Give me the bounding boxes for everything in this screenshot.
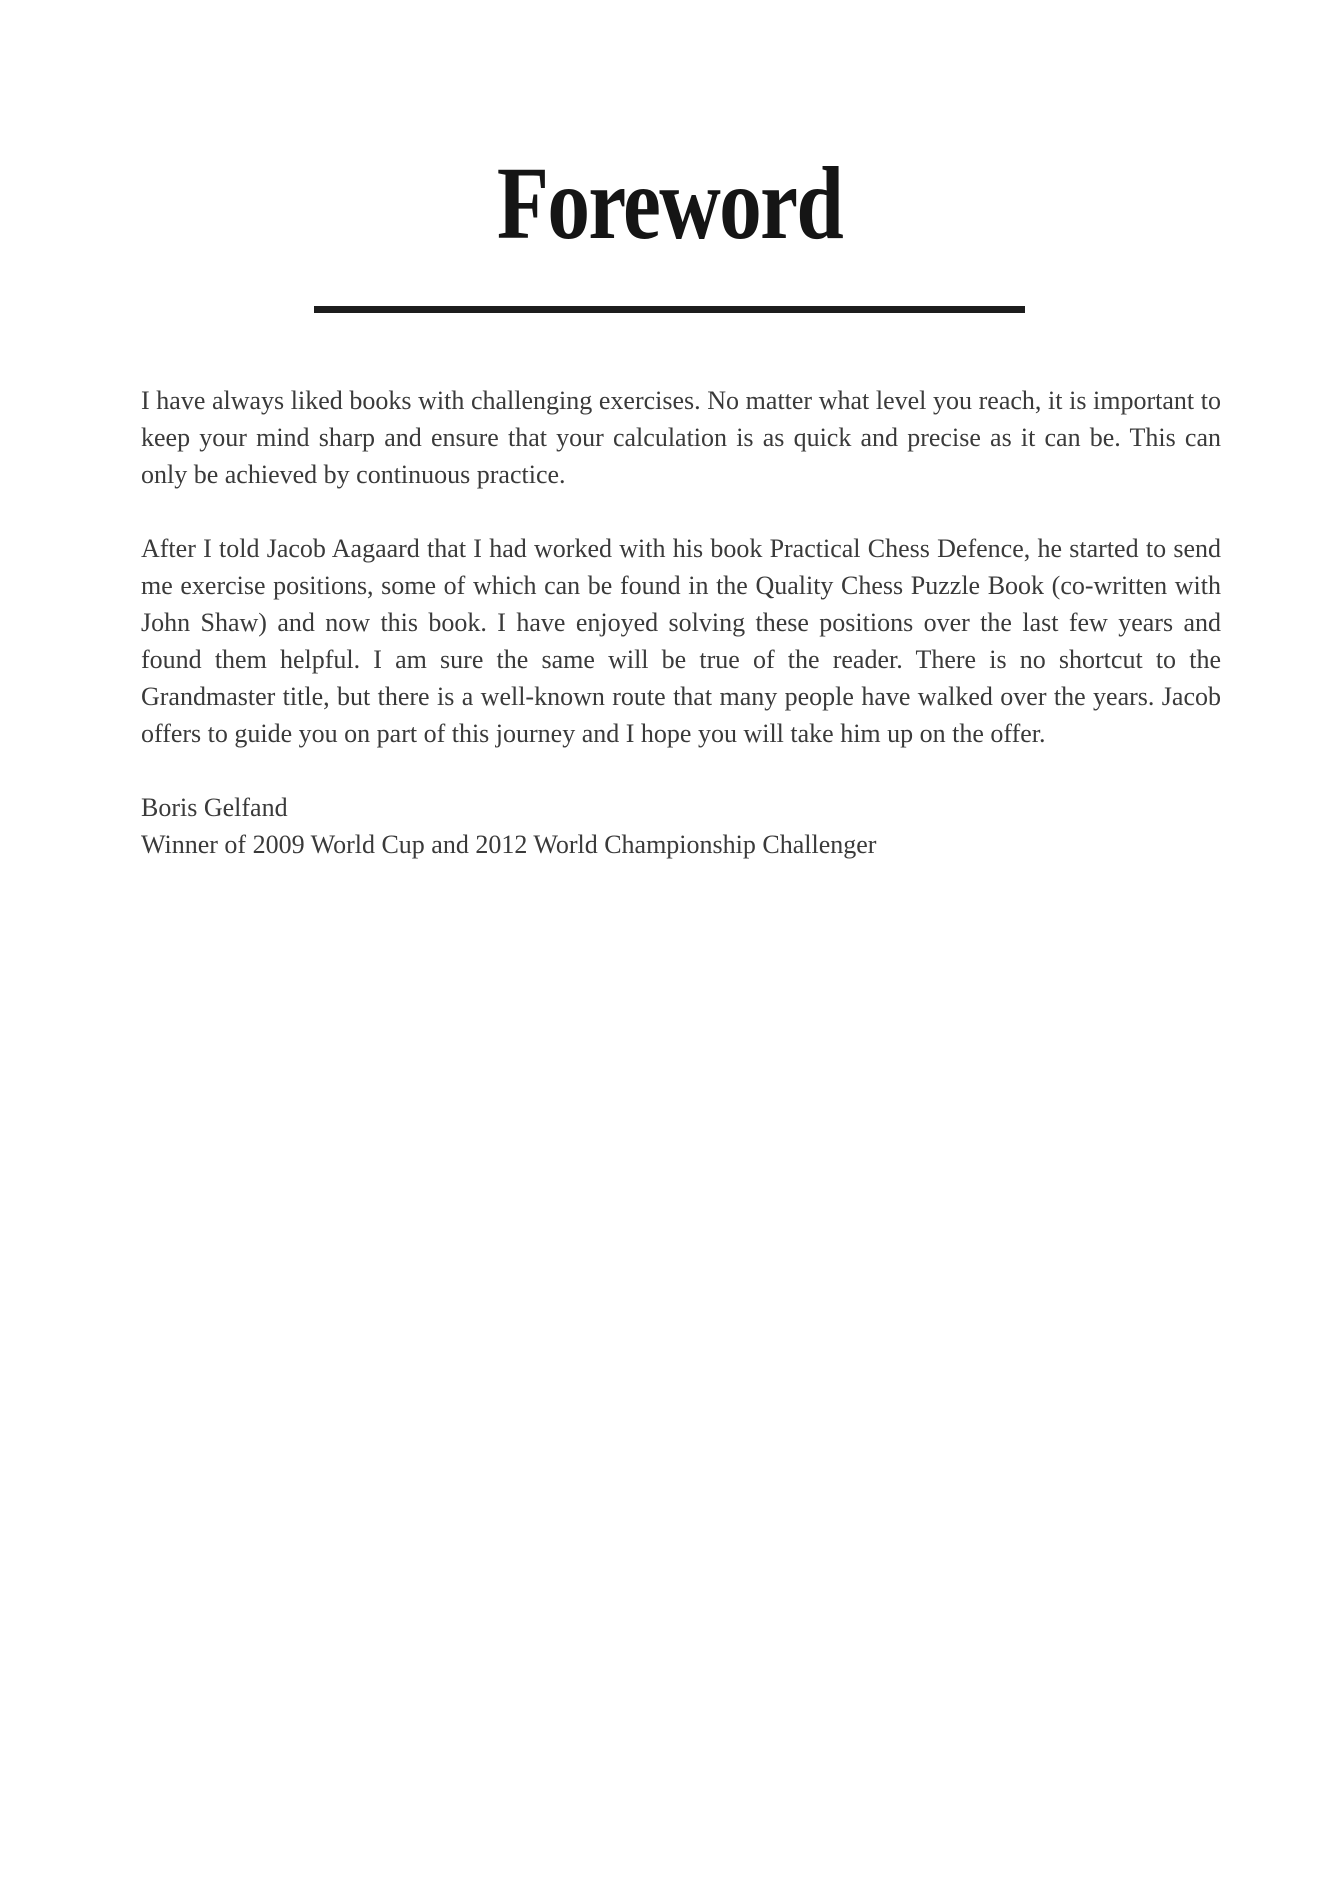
foreword-paragraph-1: I have always liked books with challenging exercises. No matter what level you reach, it is important to keep your mind sharp and ensure that your calculation is as quick and precise as it can be. This can only be achieved by continuous practice. <box>141 386 1221 489</box>
page-title-text: Foreword <box>496 146 843 261</box>
signature-name: Boris Gelfand <box>141 793 288 822</box>
signature-block <box>141 789 1221 863</box>
foreword-paragraph-2: After I told Jacob Aagaard that I had worked with his book Practical Chess Defence, he started to send me exercise positions, some of which can be found in the Quality Chess Puzzle Book (co-written with John Shaw) and now this book. I have enjoyed solving these positions over the last few years and found them helpful. I am sure the same will be true of the reader. There is no shortcut to the Grandmaster title, but there is a well-known route that many people have walked over the years. Jacob offers to guide you on part of this journey and I hope you will take him up on the offer. <box>141 534 1221 748</box>
signature-credentials: Winner of 2009 World Cup and 2012 World Championship Challenger <box>141 830 877 859</box>
title-rule <box>314 306 1025 313</box>
foreword-body <box>141 382 1221 863</box>
page-title <box>0 0 1339 261</box>
